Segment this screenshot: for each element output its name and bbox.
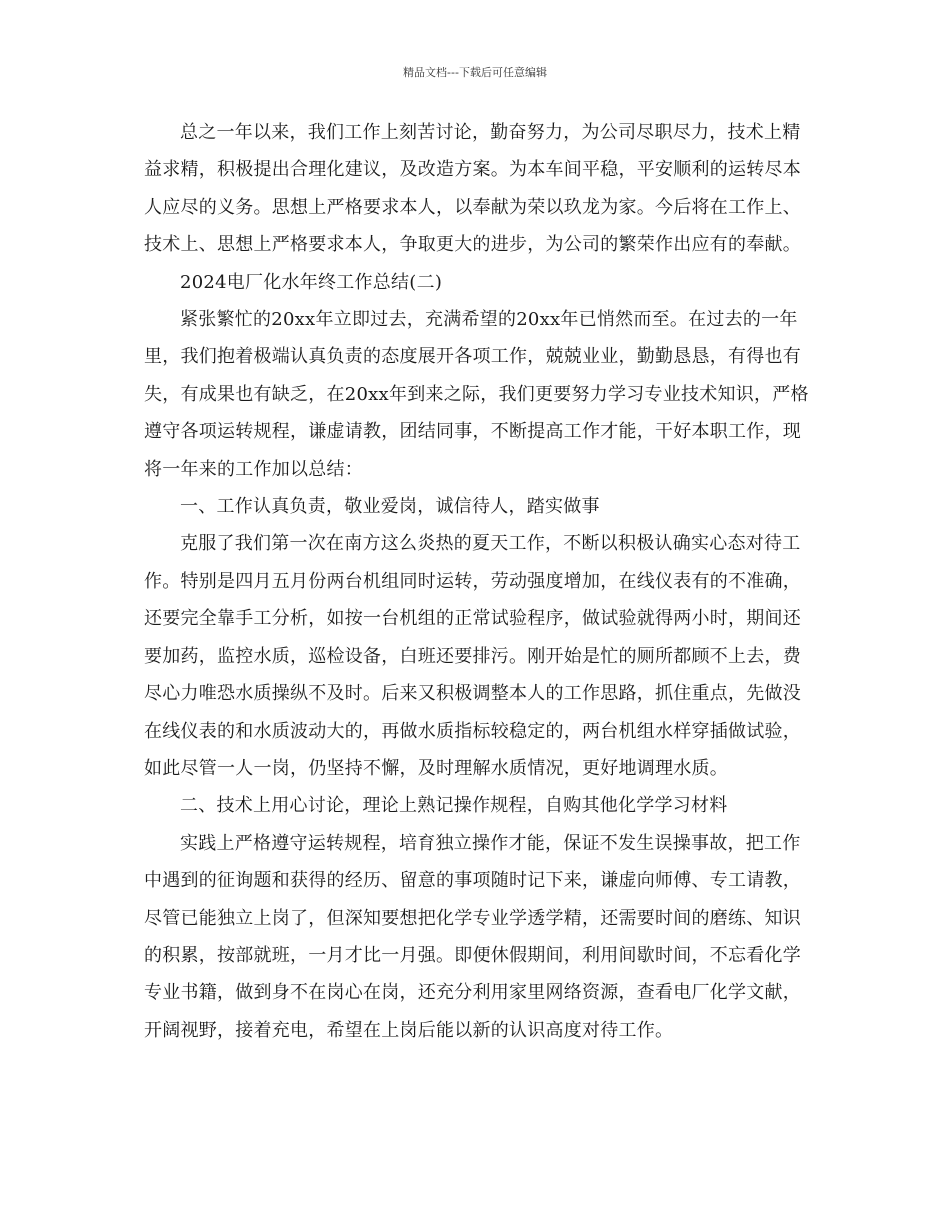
section-heading: 二、技术上用心讨论，理论上熟记操作规程，自购其他化学学习材料 [180, 795, 728, 817]
body-paragraph: 总之一年以来，我们工作上刻苦讨论，勤奋努力，为公司尽职尽力，技术上精益求精，积极提出合理化建议，及改造方案。为本车间平稳，平安顺利的运转尽本人应尽的义务。思想上严格要求本人，以奉献为荣以玖龙为家。今后将在工作上、技术上、思想上严格要求本人，争取更大的进步，为公司的繁荣作出应有的奉献。 [144, 122, 801, 256]
body-paragraph: 实践上严格遵守运转规程，培育独立操作才能，保证不发生误操事故，把工作中遇到的征询题和获得的经历、留意的事项随时记下来，谦虚向师傅、专工请教，尽管已能独立上岗了，但深知要想把化学专业学透学精，还需要时间的磨练、知识的积累，按部就班，一月才比一月强。即便休假期间，利用间歇时间，不忘看化学专业书籍，做到身不在岗心在岗，还充分利用家里网络资源，查看电厂化学文献，开阔视野，接着充电，希望在上岗后能以新的认识高度对待工作。 [144, 832, 801, 1041]
page-header: 精品文档---下载后可任意编辑 [403, 66, 547, 79]
section-heading: 一、工作认真负责，敬业爱岗，诚信待人，踏实做事 [180, 496, 600, 518]
document-body [144, 114, 816, 1049]
section-title: 2024电厂化水年终工作总结(二) [180, 271, 443, 293]
body-paragraph: 紧张繁忙的20xx年立即过去，充满希望的20xx年已悄然而至。在过去的一年里，我们抱着极端认真负责的态度展开各项工作，兢兢业业，勤勤恳恳，有得也有失，有成果也有缺乏，在20xx年到来之际，我们更要努力学习专业技术知识，严格遵守各项运转规程，谦虚请教，团结同事，不断提高工作才能，干好本职工作，现将一年来的工作加以总结： [144, 309, 809, 480]
body-paragraph: 克服了我们第一次在南方这么炎热的夏天工作，不断以积极认确实心态对待工作。特别是四月五月份两台机组同时运转，劳动强度增加，在线仪表有的不准确，还要完全靠手工分析，如按一台机组的正常试验程序，做试验就得两小时，期间还要加药，监控水质，巡检设备，白班还要排污。刚开始是忙的厕所都顾不上去，费尽心力唯恐水质操纵不及时。后来又积极调整本人的工作思路，抓住重点，先做没在线仪表的和水质波动大的，再做水质指标较稳定的，两台机组水样穿插做试验，如此尽管一人一岗，仍坚持不懈，及时理解水质情况，更好地调理水质。 [144, 533, 801, 779]
